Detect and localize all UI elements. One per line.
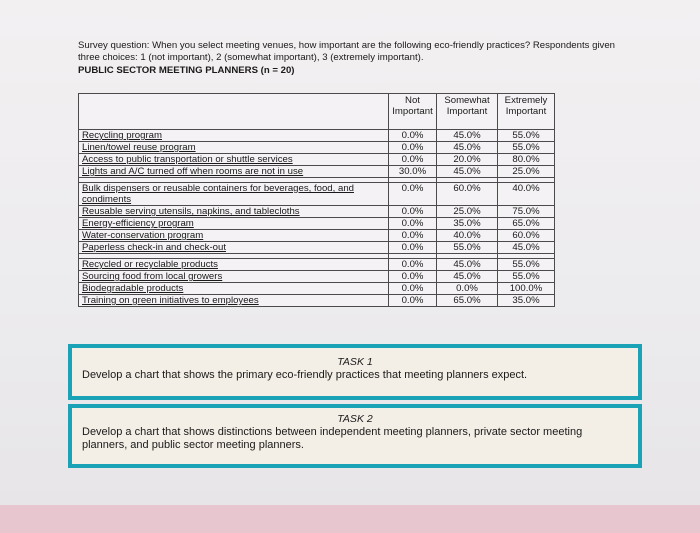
percent-cell: 40.0% [437, 230, 498, 242]
percent-cell: 75.0% [498, 206, 555, 218]
table-row [79, 218, 555, 230]
header-blank-cell [79, 94, 389, 130]
percent-cell: 0.0% [389, 130, 437, 142]
percent-cell: 0.0% [389, 283, 437, 295]
task-1-title: TASK 1 [337, 356, 373, 368]
practice-label: Lights and A/C turned off when rooms are not in use [79, 166, 389, 178]
percent-cell: 0.0% [389, 259, 437, 271]
percent-cell: 0.0% [389, 271, 437, 283]
table-header-row [79, 94, 555, 130]
table-row [79, 295, 555, 307]
question-subtitle: PUBLIC SECTOR MEETING PLANNERS (n = 20) [78, 65, 295, 76]
percent-cell: 0.0% [389, 242, 437, 254]
percent-cell: 0.0% [389, 218, 437, 230]
percent-cell: 0.0% [389, 295, 437, 307]
table-row [79, 259, 555, 271]
task-2-box [68, 404, 642, 468]
percent-cell: 20.0% [437, 154, 498, 166]
percent-cell: 0.0% [389, 230, 437, 242]
table-row [79, 242, 555, 254]
practice-label: Biodegradable products [79, 283, 389, 295]
bottom-strip [0, 505, 700, 533]
percent-cell: 55.0% [498, 271, 555, 283]
percent-cell: 55.0% [437, 242, 498, 254]
table-row [79, 230, 555, 242]
percent-cell: 45.0% [437, 166, 498, 178]
percent-cell: 30.0% [389, 166, 437, 178]
percent-cell: 45.0% [437, 142, 498, 154]
practice-label: Energy-efficiency program [79, 218, 389, 230]
percent-cell: 80.0% [498, 154, 555, 166]
percent-cell: 45.0% [498, 242, 555, 254]
practice-label: Reusable serving utensils, napkins, and tablecloths [79, 206, 389, 218]
percent-cell: 25.0% [498, 166, 555, 178]
practice-label: Recycling program [79, 130, 389, 142]
table-row [79, 166, 555, 178]
percent-cell: 45.0% [437, 259, 498, 271]
percent-cell: 25.0% [437, 206, 498, 218]
header-somewhat-important: Somewhat Important [437, 94, 498, 130]
table-row [79, 130, 555, 142]
percent-cell: 45.0% [437, 271, 498, 283]
practice-label: Linen/towel reuse program [79, 142, 389, 154]
header-extremely-important: Extremely Important [498, 94, 555, 130]
task-2-body: Develop a chart that shows distinctions between independent meeting planners, private sector meeting planners, and public sector meeting planners. [82, 426, 583, 451]
percent-cell: 55.0% [498, 142, 555, 154]
task-1-body: Develop a chart that shows the primary eco-friendly practices that meeting planners expect. [82, 369, 528, 381]
percent-cell: 60.0% [498, 230, 555, 242]
percent-cell: 35.0% [437, 218, 498, 230]
percent-cell: 0.0% [389, 142, 437, 154]
percent-cell: 65.0% [437, 295, 498, 307]
practice-label: Sourcing food from local growers [79, 271, 389, 283]
task-1-box [68, 344, 642, 400]
percent-cell: 55.0% [498, 130, 555, 142]
table-row [79, 283, 555, 295]
table-row [79, 154, 555, 166]
question-text: Survey question: When you select meeting venues, how important are the following eco-friendly practices? Respondents given three choices: 1 (not important), 2 (somewhat important), 3 (extremely important). [78, 40, 616, 63]
practice-label: Bulk dispensers or reusable containers for beverages, food, and condiments [79, 183, 389, 206]
practice-label: Recycled or recyclable products [79, 259, 389, 271]
practice-label: Paperless check-in and check-out [79, 242, 389, 254]
table-body [79, 130, 555, 307]
percent-cell: 0.0% [389, 183, 437, 206]
percent-cell: 65.0% [498, 218, 555, 230]
practice-label: Water-conservation program [79, 230, 389, 242]
table-row [79, 142, 555, 154]
practice-label: Access to public transportation or shuttle services [79, 154, 389, 166]
percent-cell: 0.0% [437, 283, 498, 295]
percent-cell: 0.0% [389, 206, 437, 218]
header-not-important: Not Important [389, 94, 437, 130]
percent-cell: 45.0% [437, 130, 498, 142]
practice-label: Training on green initiatives to employees [79, 295, 389, 307]
survey-results-table [78, 93, 555, 307]
percent-cell: 55.0% [498, 259, 555, 271]
percent-cell: 35.0% [498, 295, 555, 307]
percent-cell: 40.0% [498, 183, 555, 206]
table-row [79, 183, 555, 206]
survey-question [78, 40, 638, 77]
percent-cell: 100.0% [498, 283, 555, 295]
task-2-title: TASK 2 [337, 413, 373, 425]
percent-cell: 60.0% [437, 183, 498, 206]
table-row [79, 206, 555, 218]
table-row [79, 271, 555, 283]
percent-cell: 0.0% [389, 154, 437, 166]
